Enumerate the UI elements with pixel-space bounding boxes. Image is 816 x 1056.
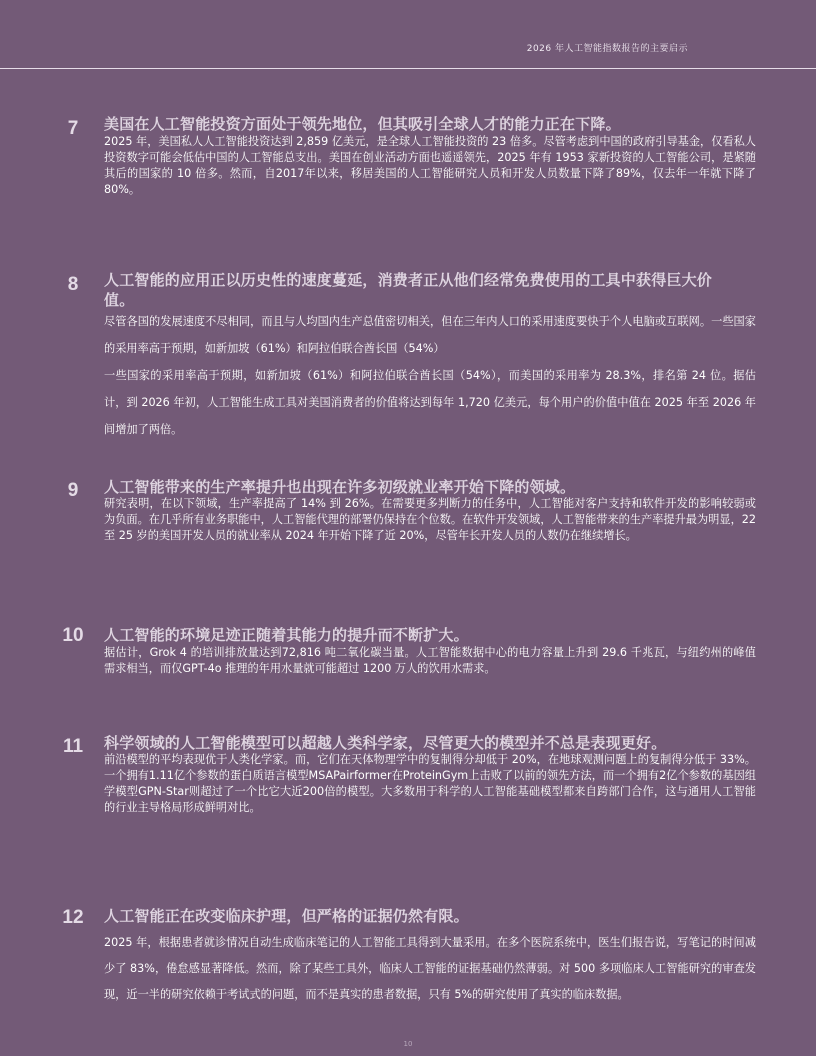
takeaway-number: 11 — [62, 736, 84, 757]
takeaway-heading: 人工智能的环境足迹正随着其能力的提升而不断扩大。 — [104, 626, 469, 644]
takeaway-body: 研究表明，在以下领域，生产率提高了 14% 到 26%。在需要更多判断力的任务中，人工智能对客户支持和软件开发的影响较弱或为负面。在几乎所有业务职能中，人工智能代理的部署仍保持在个位数。在软件开发领域，人工智能带来的生产率提升最为明显，22 至 25 岁的美国开发人员的就业率从 2024 年开始下降了近 20%，尽管年长开发人员的人数仍在继续增长。 — [104, 497, 756, 542]
takeaway-body: 2025 年，美国私人人工智能投资达到 2,859 亿美元，是全球人工智能投资的 23 倍多。尽管考虑到中国的政府引导基金，仅看私人投资数字可能会低估中国的人工智能总支出。美国在创业活动方面也遥遥领先，2025 年有 1953 家新投资的人工智能公司，是紧随其后的国家的 10 倍多。然而，自2017年以来，移居美国的人工智能研究人员和开发人员数量下降了89%，仅去年一年就下降了80%。 — [104, 135, 756, 196]
takeaway-number: 9 — [67, 480, 79, 501]
takeaway-number: 7 — [67, 118, 79, 139]
takeaway-body: 前沿模型的平均表现优于人类化学家。而，它们在天体物理学中的复制得分却低于 20%，在地球观测问题上的复制得分低于 33%。一个拥有1.11亿个参数的蛋白质语言模型MSAPairformer在ProteinGym上击败了以前的领先方法，而一个拥有2亿个参数的基因组学模型GPN-Star则超过了一个比它大近200倍的模型。大多数用于科学的人工智能基础模型都来自跨部门合作，这与通用人工智能的行业主导格局形成鲜明对比。 — [104, 753, 756, 814]
page-header — [0, 0, 816, 70]
takeaway-heading: 人工智能带来的生产率提升也出现在许多初级就业率开始下降的领域。 — [104, 478, 576, 496]
header-divider — [0, 68, 816, 69]
takeaway-heading: 人工智能的应用正以历史性的速度蔓延，消费者正从他们经常免费使用的工具中获得巨大价值。 — [104, 271, 713, 309]
takeaway-number: 10 — [62, 625, 84, 646]
takeaway-body: 2025 年，根据患者就诊情况自动生成临床笔记的人工智能工具得到大量采用。在多个医院系统中，医生们报告说，写笔记的时间减少了 83%，倦怠感显著降低。然而，除了某些工具外，临床人工智能的证据基础仍然薄弱。对 500 多项临床人工智能研究的审查发现，近一半的研究依赖于考试式的问题，而不是真实的患者数据，只有 5%的研究使用了真实的临床数据。 — [104, 936, 756, 1001]
takeaway-number: 8 — [67, 274, 79, 295]
takeaway-body: 尽管各国的发展速度不尽相同，而且与人均国内生产总值密切相关，但在三年内人口的采用速度要快于个人电脑或互联网。一些国家的采用率高于预期，如新加坡（61%）和阿拉伯联合酋长国（54%） 一些国家的采用率高于预期，如新加坡（61%）和阿拉伯联合酋长国（54%），而美国的采用率为 28.3%，排名第 24 位。据估计，到 2026 年初，人工智能生成工具对美国消费者的价值将达到每年 1,720 亿美元，每个用户的价值中值在 2025 年至 2026 年间增加了两倍。 — [104, 315, 756, 436]
takeaway-body: 据估计，Grok 4 的培训排放量达到72,816 吨二氧化碳当量。人工智能数据中心的电力容量上升到 29.6 千兆瓦，与纽约州的峰值需求相当，而仅GPT-4o 推理的年用水量就可能超过 1200 万人的饮用水需求。 — [104, 646, 756, 675]
takeaway-number: 12 — [62, 907, 84, 928]
takeaway-heading: 美国在人工智能投资方面处于领先地位，但其吸引全球人才的能力正在下降。 — [104, 115, 621, 133]
page-number: 10 — [403, 1040, 413, 1048]
report-title: 2026 年人工智能指数报告的主要启示 — [526, 44, 688, 54]
takeaway-heading: 人工智能正在改变临床护理，但严格的证据仍然有限。 — [104, 907, 469, 925]
takeaway-heading: 科学领域的人工智能模型可以超越人类科学家，尽管更大的模型并不总是表现更好。 — [104, 734, 667, 752]
